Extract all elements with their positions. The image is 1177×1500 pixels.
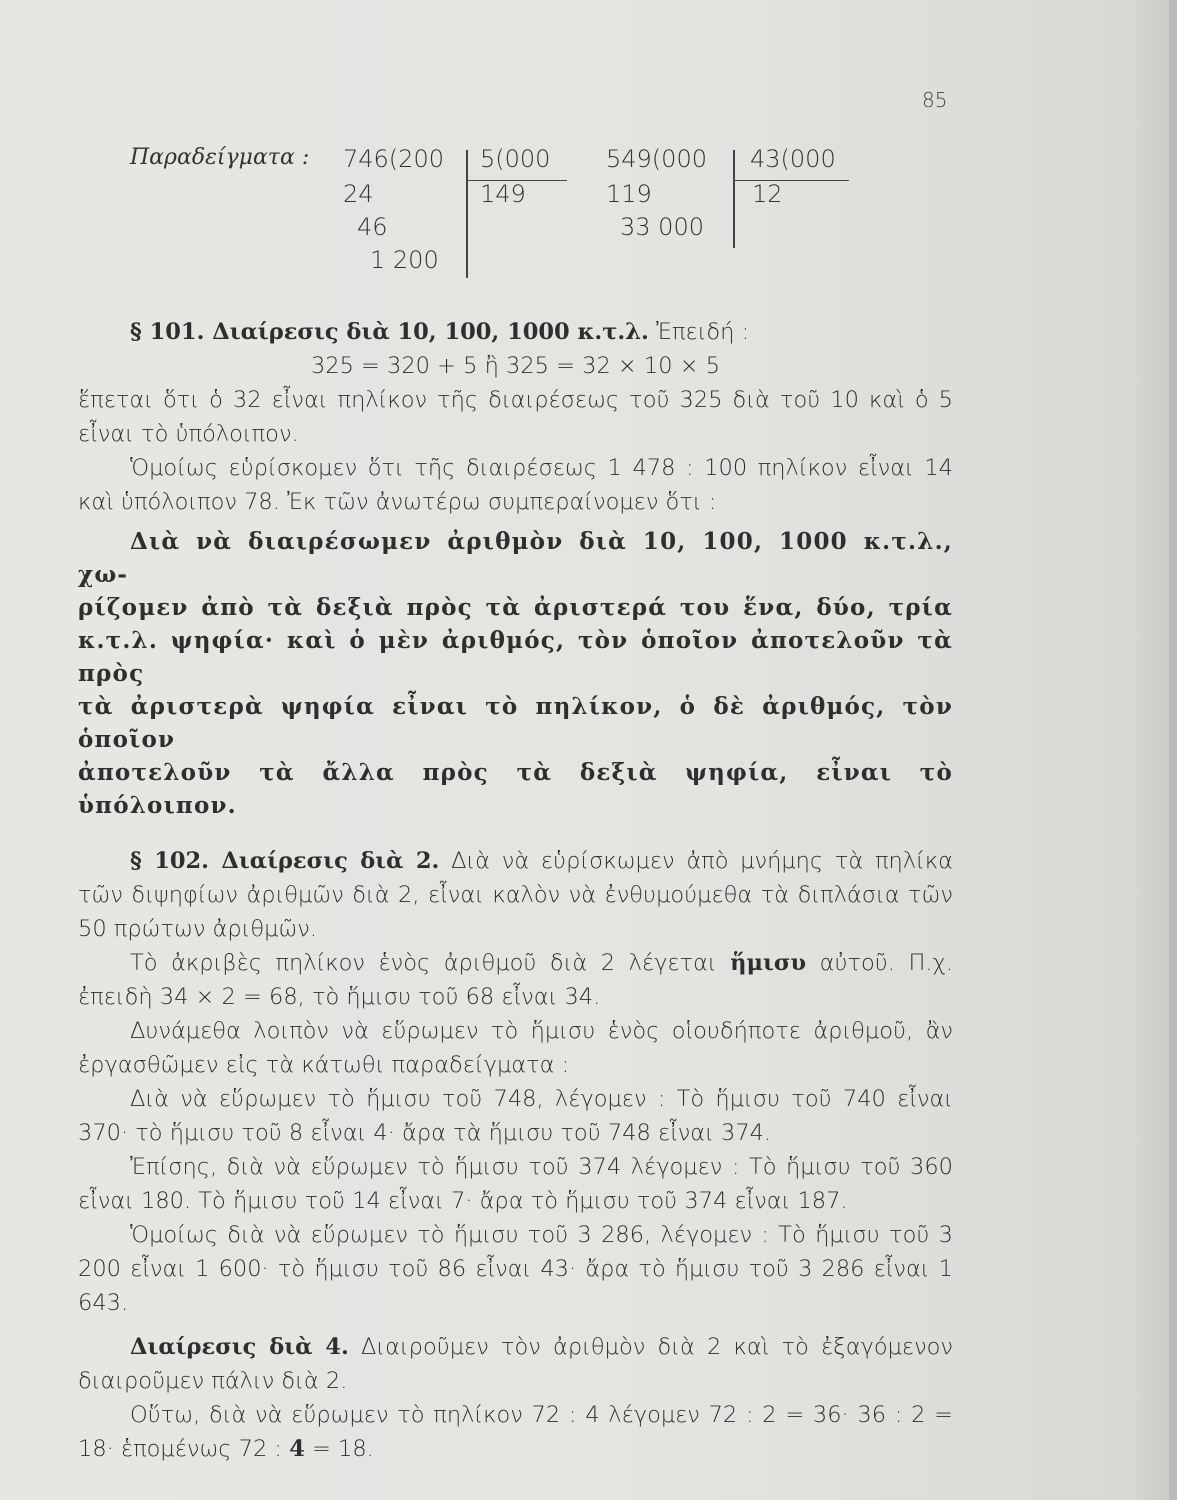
page-edge-shadow <box>1169 0 1177 1500</box>
section-101-heading-line <box>78 315 953 349</box>
division-by-4-first-paragraph <box>78 1330 953 1398</box>
example-2-bracket <box>733 150 735 248</box>
term-half: ἥμισυ <box>730 950 807 976</box>
section-102-paragraph: Ἐπίσης, διὰ νὰ εὕρωμεν τὸ ἥμισυ τοῦ 374 λέγομεν : Τὸ ἥμισυ τοῦ 360 εἶναι 180. Τὸ ἥμισυ τοῦ 14 εἶναι 7· ἄρα τὸ ἥμισυ τοῦ 374 εἶναι 187. <box>78 1154 953 1214</box>
division-by-4-heading: Διαίρεσις διὰ 4. <box>130 1334 349 1360</box>
division-by-4-example <box>78 1398 953 1466</box>
section-101-heading: § 101. Διαίρεσις διὰ 10, 100, 1000 κ.τ.λ. <box>130 319 649 345</box>
example-divisor: 4 <box>289 1436 305 1462</box>
definition-text: αὐτοῦ. Π.χ. ἐπειδὴ 34 × 2 = 68, τὸ ἥμισυ τοῦ 68 εἶναι 34. <box>78 950 954 1010</box>
example-text: Οὕτω, διὰ νὰ εὕρωμεν τὸ πηλίκον 72 : 4 λέγομεν 72 : 2 = 36· 36 : 2 = 18· ἑπομένως 72 : <box>78 1402 953 1462</box>
example-2-divisor: 43(000 <box>750 145 836 173</box>
example-1-divisor: 5(000 <box>480 145 551 173</box>
rule-line: τὰ ἀριστερὰ ψηφία εἶναι τὸ πηλίκον, ὁ δὲ ἀριθμός, τὸν ὁποῖον <box>78 693 953 753</box>
division-by-4-paragraph: Διαιροῦμεν τὸν ἀριθμὸν διὰ 2 καὶ τὸ ἐξαγόμενον διαιροῦμεν πάλιν διὰ 2. <box>78 1334 953 1394</box>
section-101-paragraph: Ὁμοίως εὑρίσκομεν ὅτι τῆς διαιρέσεως 1 478 : 100 πηλίκον εἶναι 14 καὶ ὑπόλοιπον 78. Ἐκ τῶν ἀνωτέρω συμπεραίνομεν ὅτι : <box>78 455 953 515</box>
section-102-heading: § 102. Διαίρεσις διὰ 2. <box>130 848 440 874</box>
example-2-step: 33 000 <box>620 213 704 241</box>
examples-label: Παραδείγματα : <box>130 145 310 170</box>
example-1-dividend: 746(200 <box>343 145 444 173</box>
rule-line: Διὰ νὰ διαιρέσωμεν ἀριθμὸν διὰ 10, 100, 1000 κ.τ.λ., χω- <box>78 528 953 588</box>
rule-line: κ.τ.λ. ψηφία· καὶ ὁ μὲν ἀριθμός, τὸν ὁποῖον ἀποτελοῦν τὰ πρὸς <box>78 627 953 687</box>
section-101-rule <box>78 525 953 822</box>
section-102-paragraph: Διὰ νὰ εὕρωμεν τὸ ἥμισυ τοῦ 748, λέγομεν : Τὸ ἥμισυ τοῦ 740 εἶναι 370· τὸ ἥμισυ τοῦ 8 εἶναι 4· ἄρα τὰ ἥμισυ τοῦ 748 εἶναι 374. <box>78 1086 953 1146</box>
example-1-step: 1 200 <box>370 246 439 274</box>
page-number: 85 <box>922 88 948 112</box>
example-text: = 18. <box>312 1436 374 1462</box>
example-1-quotient: 149 <box>480 180 526 208</box>
section-102-paragraph: Ὁμοίως διὰ νὰ εὕρωμεν τὸ ἥμισυ τοῦ 3 286, λέγομεν : Τὸ ἥμισυ τοῦ 3 200 εἶναι 1 600· τὸ ἥμισυ τοῦ 86 εἶναι 43· ἄρα τὸ ἥμισυ τοῦ 3 286 εἶναι 1 643. <box>78 1222 953 1316</box>
section-102-paragraph: Δυνάμεθα λοιπὸν νὰ εὕρωμεν τὸ ἥμισυ ἑνὸς οἱουδήποτε ἀριθμοῦ, ἂν ἐργασθῶμεν εἰς τὰ κάτωθι παραδείγματα : <box>78 1018 953 1078</box>
section-101-intro: Ἐπειδή : <box>655 319 750 345</box>
example-1-step: 46 <box>357 213 388 241</box>
example-2-quotient: 12 <box>752 180 783 208</box>
example-2-dividend: 549(000 <box>606 145 707 173</box>
rule-line: ρίζομεν ἀπὸ τὰ δεξιὰ πρὸς τὰ ἀριστερά του ἕνα, δύο, τρία <box>78 594 953 621</box>
section-101-formula: 325 = 320 + 5 ἢ 325 = 32 × 10 × 5 <box>310 353 721 379</box>
example-2-step: 119 <box>606 180 652 208</box>
example-1-bracket <box>466 150 468 278</box>
section-102-paragraph: Διὰ νὰ εὑρίσκωμεν ἀπὸ μνήμης τὰ πηλίκα τῶν διψηφίων ἀριθμῶν διὰ 2, εἶναι καλὸν νὰ ἐνθυμούμεθα τὰ διπλάσια τῶν 50 πρώτων ἀριθμῶν. <box>78 848 954 942</box>
example-1-step: 24 <box>343 180 374 208</box>
section-102-half-definition <box>78 946 953 1014</box>
section-101-paragraph: ἕπεται ὅτι ὁ 32 εἶναι πηλίκον τῆς διαιρέσεως τοῦ 325 διὰ τοῦ 10 καὶ ὁ 5 εἶναι τὸ ὑπόλοιπον. <box>78 387 953 447</box>
rule-line: ἀποτελοῦν τὰ ἄλλα πρὸς τὰ δεξιὰ ψηφία, εἶναι τὸ ὑπόλοιπον. <box>78 759 953 819</box>
page-body <box>78 315 953 1466</box>
section-102-first-paragraph <box>78 844 953 946</box>
definition-text: Τὸ ἀκριβὲς πηλίκον ἑνὸς ἀριθμοῦ διὰ 2 λέγεται <box>130 950 717 976</box>
